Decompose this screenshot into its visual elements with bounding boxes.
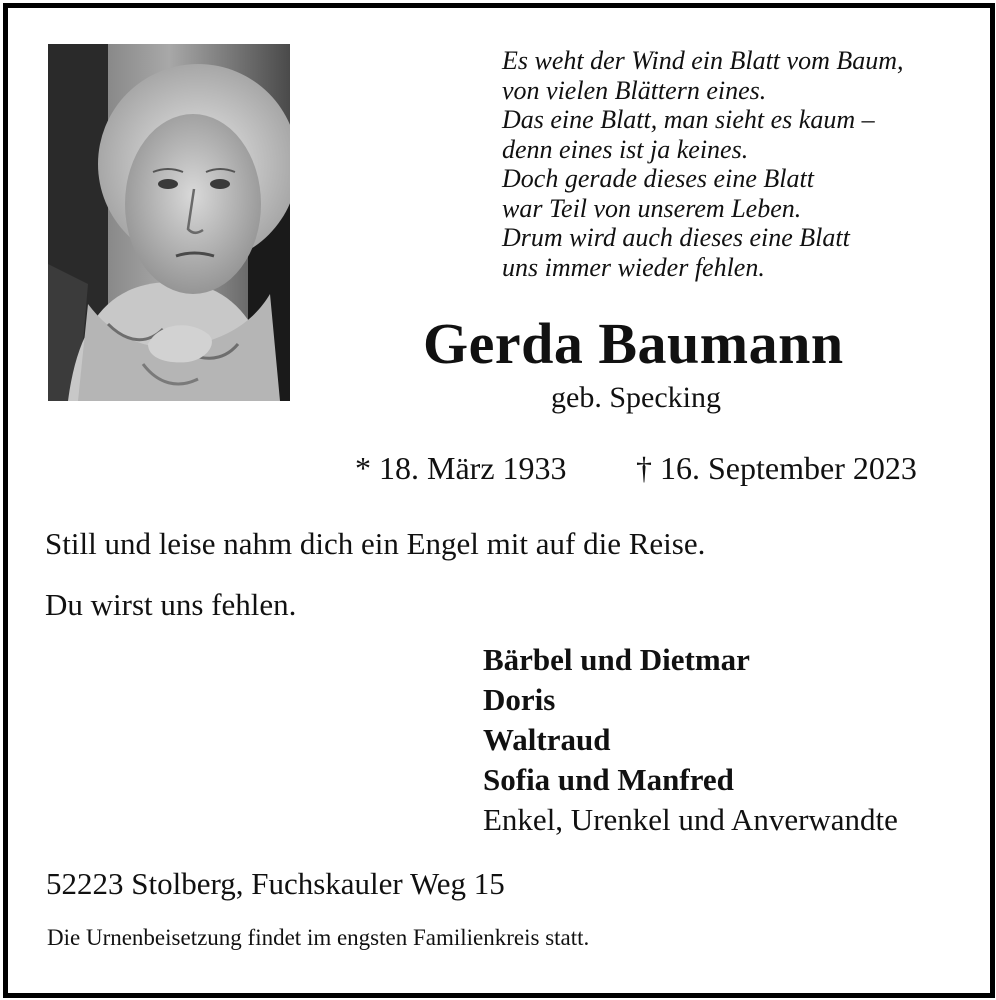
birth-date: * 18. März 1933 — [355, 450, 567, 486]
farewell-message: Still und leise nahm dich ein Engel mit auf die Reise. — [45, 526, 706, 561]
farewell-message-2: Du wirst uns fehlen. — [45, 587, 297, 622]
mourner-name: Doris — [483, 682, 556, 717]
relatives-line: Enkel, Urenkel und Anverwandte — [483, 802, 898, 837]
poem-line: Doch gerade dieses eine Blatt — [502, 164, 814, 193]
poem-line: war Teil von unserem Leben. — [502, 193, 802, 223]
death-date: † 16. September 2023 — [636, 450, 917, 486]
poem-line: denn eines ist ja keines. — [502, 134, 749, 164]
deceased-name: Gerda Baumann — [423, 311, 844, 376]
poem-line: Es weht der Wind ein Blatt vom Baum, — [502, 46, 904, 75]
family-address: 52223 Stolberg, Fuchskauler Weg 15 — [46, 866, 505, 901]
mourner-name: Sofia und Manfred — [483, 762, 734, 797]
poem-line: von vielen Blättern eines. — [502, 75, 767, 105]
poem — [502, 46, 904, 282]
poem-line: uns immer wieder fehlen. — [502, 252, 765, 282]
poem-line: Drum wird auch dieses eine Blatt — [502, 223, 850, 252]
mourners-list — [483, 640, 898, 840]
burial-note: Die Urnenbeisetzung findet im engsten Familienkreis statt. — [47, 925, 590, 950]
maiden-name: geb. Specking — [551, 381, 721, 414]
mourner-name: Bärbel und Dietmar — [483, 642, 750, 677]
poem-line: Das eine Blatt, man sieht es kaum – — [502, 105, 875, 134]
mourner-name: Waltraud — [483, 722, 611, 757]
portrait-photo — [48, 44, 290, 401]
